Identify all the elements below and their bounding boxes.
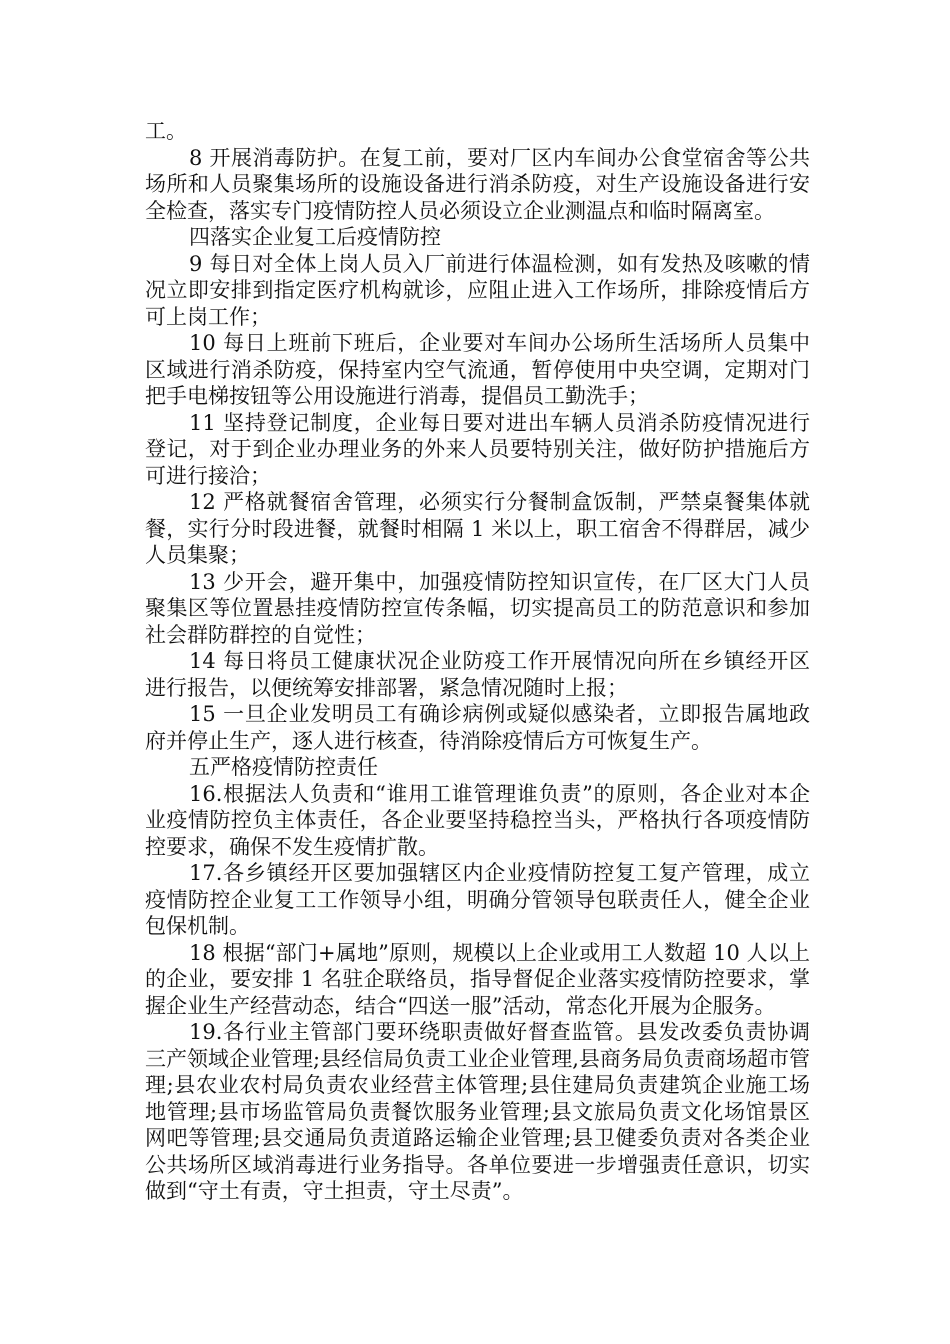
paragraph-item-19: 19.各行业主管部门要环绕职责做好督查监管。县发改委负责协调三产领域企业管理;县经信局负责工业企业管理,县商务局负责商场超市管理;县农业农村局负责农业经营主体管理;县住建局负责建筑企业施工场地管理;县市场监管局负责餐饮服务业管理;县文旅局负责文化场馆景区网吧等管理;县交通局负责道路运输企业管理;县卫健委负责对各类企业公共场所区域消毒进行业务指导。各单位要进一步增强责任意识，切实做到“守土有责，守土担责，守土尽责”。 <box>145 1020 810 1203</box>
section-heading-5: 五严格疫情防控责任 <box>189 755 378 779</box>
paragraph-item-9: 9 每日对全体上岗人员入厂前进行体温检测，如有发热及咳嗽的情况立即安排到指定医疗机构就诊，应阻止进入工作场所，排除疫情后方可上岗工作； <box>145 251 810 329</box>
paragraph-item-18: 18 根据“部门+属地”原则，规模以上企业或用工人数超 10 人以上的企业，要安排 1 名驻企联络员，指导督促企业落实疫情防控要求，掌握企业生产经营动态，结合“四送一服”活动，常态化开展为企服务。 <box>145 940 810 1018</box>
paragraph-item-8: 8 开展消毒防护。在复工前，要对厂区内车间办公食堂宿舍等公共场所和人员聚集场所的设施设备进行消杀防疫，对生产设施设备进行安全检查，落实专门疫情防控人员必须设立企业测温点和临时隔离室。 <box>145 145 810 223</box>
section-heading-4: 四落实企业复工后疫情防控 <box>189 225 441 249</box>
paragraph-item-17: 17.各乡镇经开区要加强辖区内企业疫情防控复工复产管理，成立疫情防控企业复工工作领导小组，明确分管领导包联责任人，健全企业包保机制。 <box>145 861 810 938</box>
paragraph-item-13: 13 少开会，避开集中，加强疫情防控知识宣传，在厂区大门人员聚集区等位置悬挂疫情防控宣传条幅，切实提高员工的防范意识和参加社会群防群控的自觉性； <box>145 569 810 647</box>
document-body <box>145 118 810 1205</box>
paragraph-item-15: 15 一旦企业发明员工有确诊病例或疑似感染者，立即报告属地政府并停止生产，逐人进行核查，待消除疫情后方可恢复生产。 <box>145 702 810 753</box>
paragraph-item-10: 10 每日上班前下班后，企业要对车间办公场所生活场所人员集中区域进行消杀防疫，保持室内空气流通，暂停使用中央空调，定期对门把手电梯按钮等公用设施进行消毒，提倡员工勤洗手； <box>145 331 810 408</box>
paragraph-item-14: 14 每日将员工健康状况企业防疫工作开展情况向所在乡镇经开区进行报告，以便统筹安排部署，紧急情况随时上报； <box>145 649 810 700</box>
paragraph-item-12: 12 严格就餐宿舍管理，必须实行分餐制盒饭制，严禁桌餐集体就餐，实行分时段进餐，就餐时相隔 1 米以上，职工宿舍不得群居，减少人员集聚； <box>145 490 810 567</box>
paragraph-continuation: 工。 <box>145 119 187 143</box>
paragraph-item-16: 16.根据法人负责和“谁用工谁管理谁负责”的原则，各企业对本企业疫情防控负主体责任，各企业要坚持稳控当头，严格执行各项疫情防控要求，确保不发生疫情扩散。 <box>145 781 810 859</box>
paragraph-item-11: 11 坚持登记制度，企业每日要对进出车辆人员消杀防疫情况进行登记，对于到企业办理业务的外来人员要特别关注，做好防护措施后方可进行接洽； <box>145 410 810 488</box>
